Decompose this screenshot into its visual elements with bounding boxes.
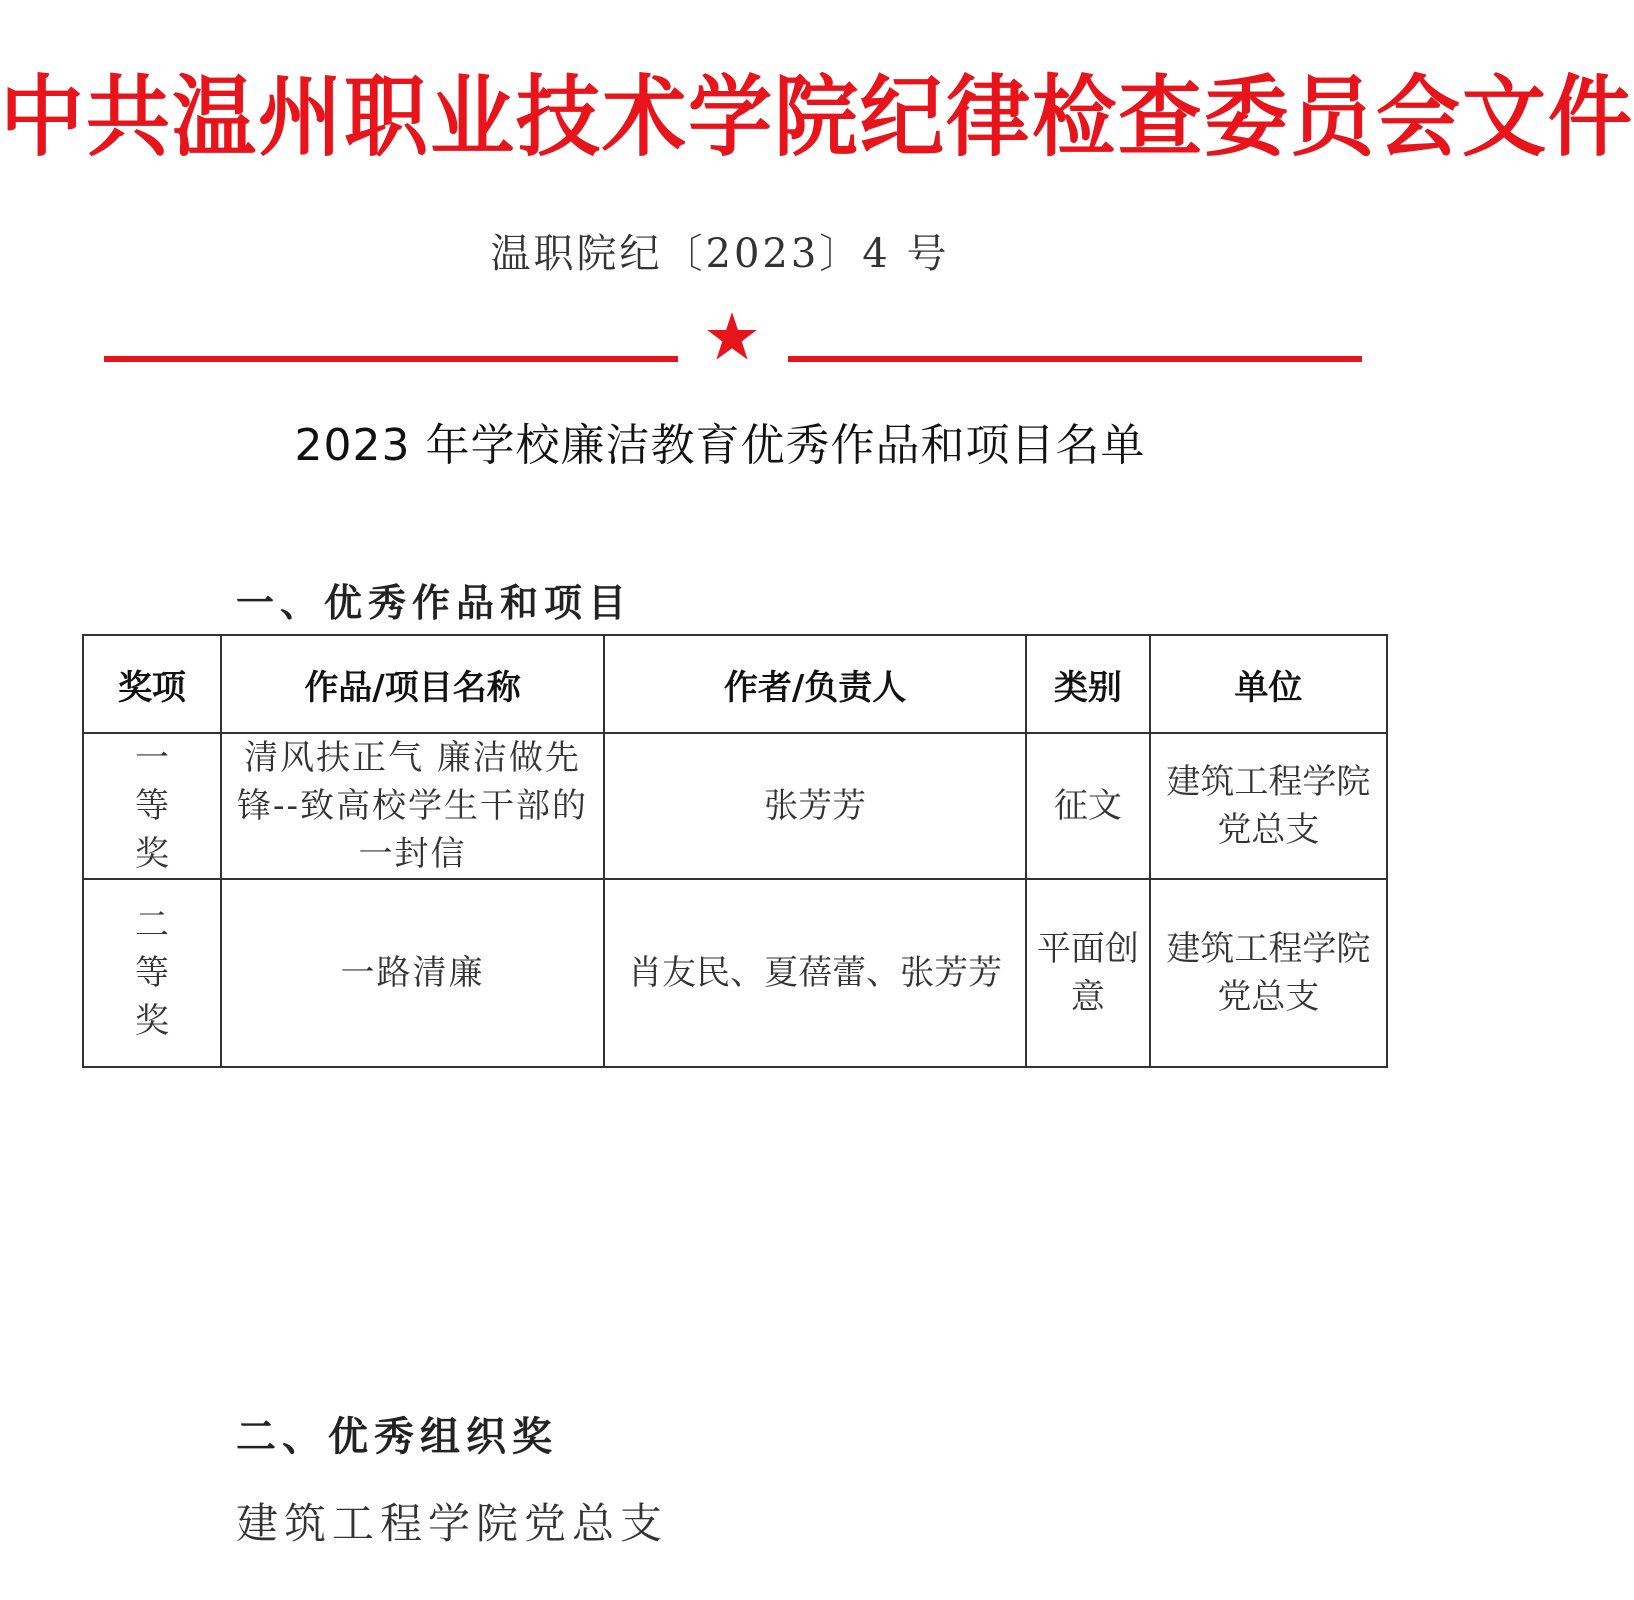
red-divider-right xyxy=(788,356,1362,362)
header-author: 作者/负责人 xyxy=(604,635,1026,733)
organization-award-winner: 建筑工程学院党总支 xyxy=(236,1499,669,1548)
award-level: 二等奖 xyxy=(134,905,169,1041)
red-divider-left xyxy=(104,356,678,362)
category-cell: 平面创意 xyxy=(1026,879,1150,1067)
section-heading-works: 一、优秀作品和项目 xyxy=(236,580,633,625)
award-level: 一等奖 xyxy=(134,738,169,874)
document-title: 2023 年学校廉洁教育优秀作品和项目名单 xyxy=(294,420,1146,471)
table-header-row xyxy=(83,635,1387,733)
work-name-cell: 清风扶正气 廉洁做先锋--致高校学生干部的一封信 xyxy=(221,733,604,879)
section-heading-organization-award: 二、优秀组织奖 xyxy=(236,1413,558,1460)
unit-cell: 建筑工程学院党总支 xyxy=(1150,879,1387,1067)
award-cell xyxy=(83,733,221,879)
awards-table xyxy=(82,634,1388,1068)
document-number: 温职院纪〔2023〕4 号 xyxy=(490,231,950,277)
org-header-title: 中共温州职业技术学院纪律检查委员会文件 xyxy=(0,65,1634,169)
star-shape xyxy=(707,312,757,360)
table-row xyxy=(83,879,1387,1067)
award-cell xyxy=(83,879,221,1067)
work-name-cell: 一路清廉 xyxy=(221,879,604,1067)
category-cell: 征文 xyxy=(1026,733,1150,879)
unit-cell: 建筑工程学院党总支 xyxy=(1150,733,1387,879)
table-row xyxy=(83,733,1387,879)
header-category: 类别 xyxy=(1026,635,1150,733)
header-work-name: 作品/项目名称 xyxy=(221,635,604,733)
header-unit: 单位 xyxy=(1150,635,1387,733)
author-cell: 张芳芳 xyxy=(604,733,1026,879)
star-icon xyxy=(705,310,759,364)
author-cell: 肖友民、夏蓓蕾、张芳芳 xyxy=(604,879,1026,1067)
header-award: 奖项 xyxy=(83,635,221,733)
